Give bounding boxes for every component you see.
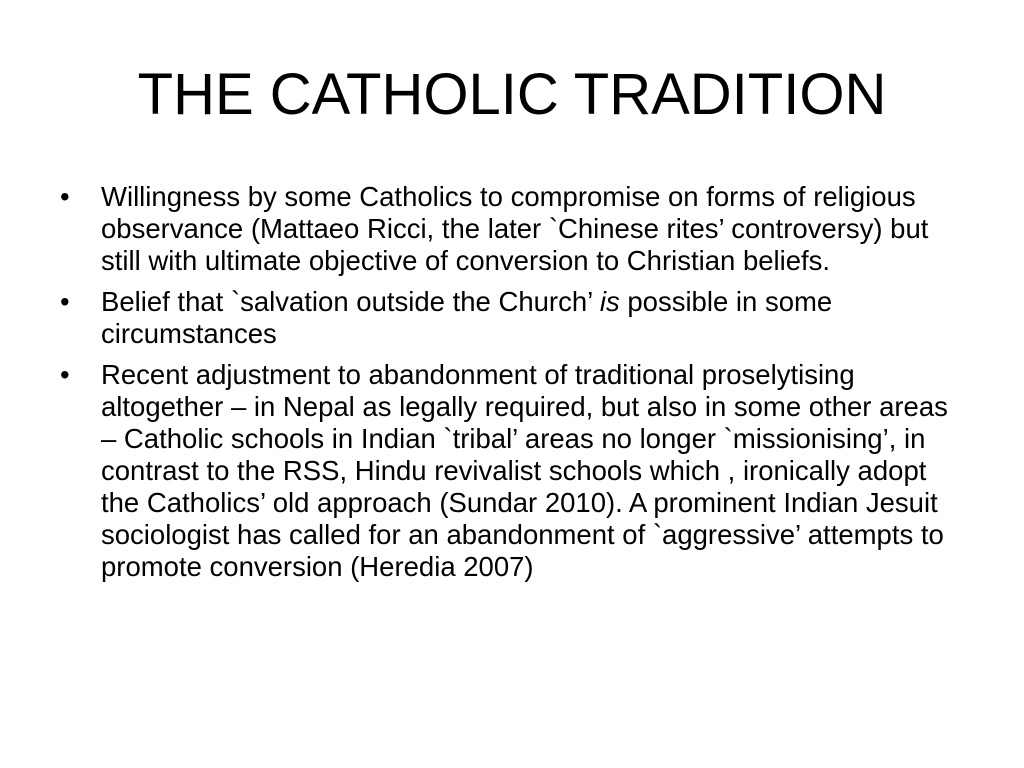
bullet-text-before: Belief that `salvation outside the Church’ <box>101 286 600 317</box>
bullet-marker: • <box>60 286 70 317</box>
bullet-marker: • <box>60 181 70 212</box>
bullet-item-3 <box>60 359 970 583</box>
bullet-marker: • <box>60 359 70 390</box>
slide-title: THE CATHOLIC TRADITION <box>137 62 887 127</box>
bullet-item-1 <box>60 181 970 277</box>
bullet-list <box>60 181 970 592</box>
bullet-text: Willingness by some Catholics to compromise on forms of religious observance (Mattaeo Ricci, the later `Chinese rites’ controversy) but still with ultimate objective of conversion to Christian beliefs. <box>101 181 929 276</box>
bullet-text-emphasis: is <box>599 286 620 317</box>
bullet-text <box>101 286 832 349</box>
bullet-item-2 <box>60 286 970 350</box>
bullet-text: Recent adjustment to abandonment of traditional proselytising altogether – in Nepal as legally required, but also in some other areas – Catholic schools in Indian `tribal’ areas no longer `missionising’, in contrast to the RSS, Hindu revivalist schools which , ironically adopt the Catholics’ old approach (Sundar 2010). A prominent Indian Jesuit sociologist has called for an abandonment of `aggressive’ attempts to promote conversion (Heredia 2007) <box>101 359 948 582</box>
bullet-text-after: possible in some circumstances <box>101 286 833 349</box>
